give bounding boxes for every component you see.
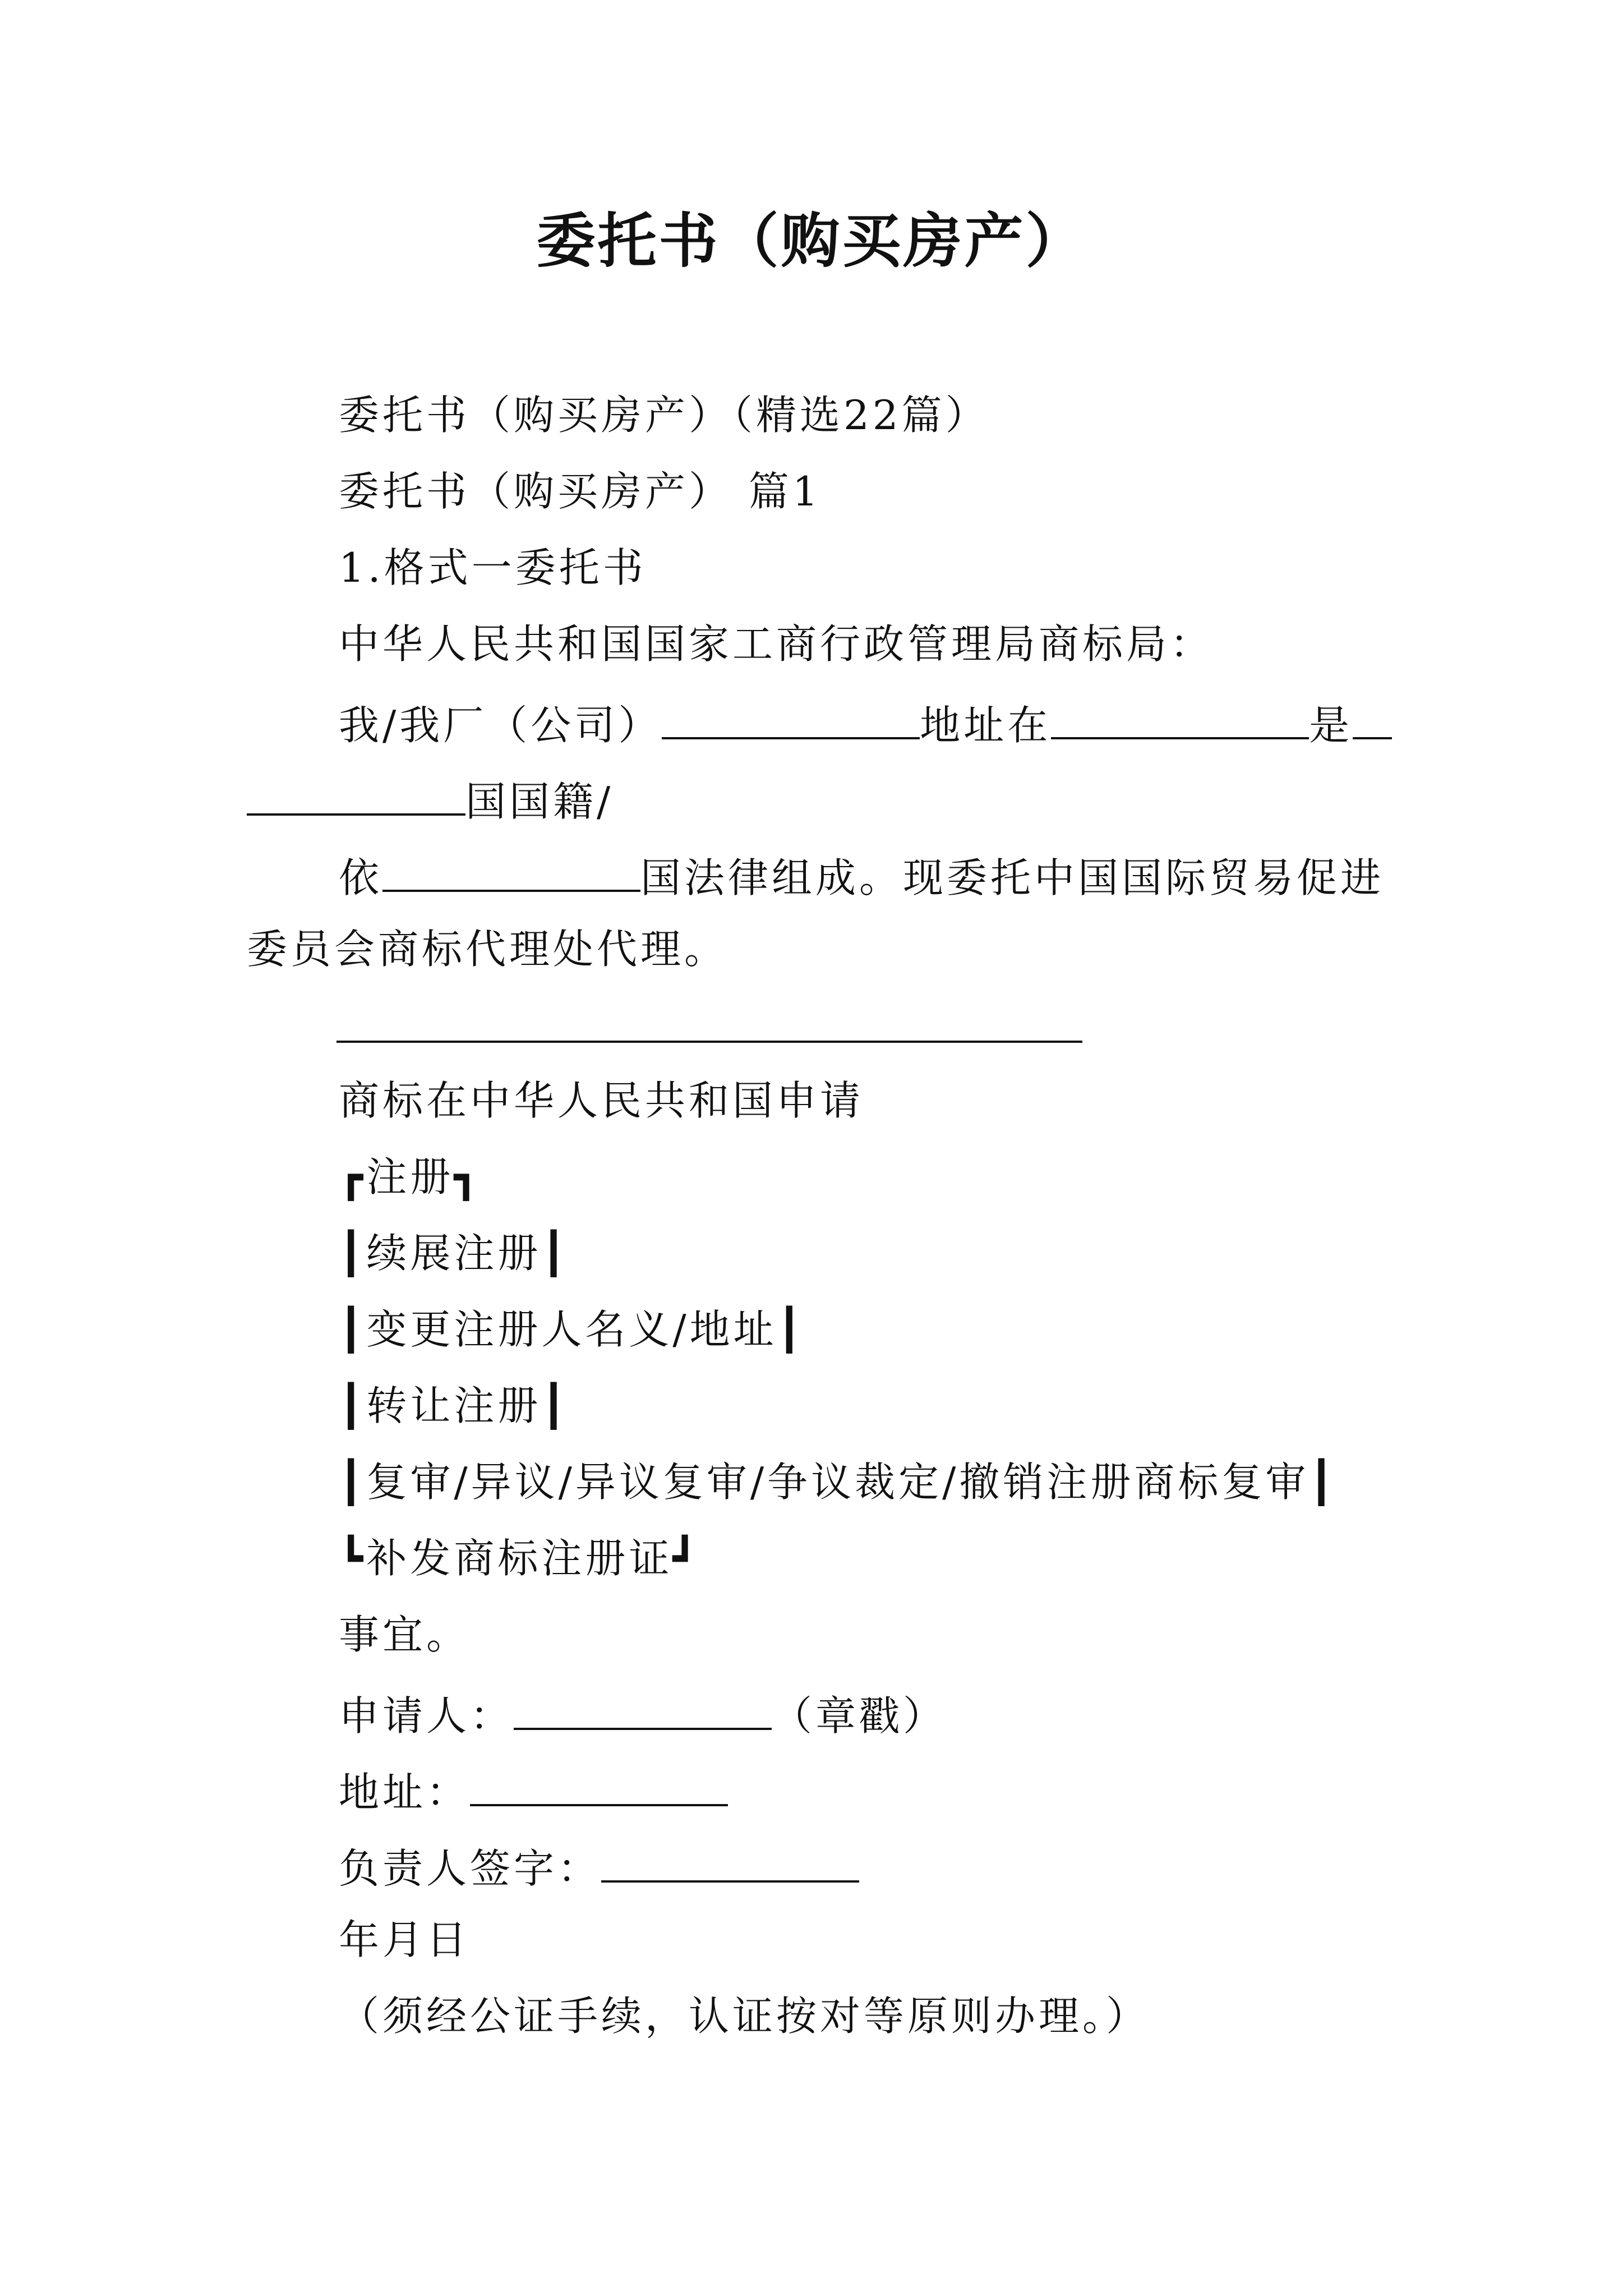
law-text: 国法律组成。现委托中国国际贸易促进: [640, 854, 1385, 901]
doc-line-company: [339, 692, 1392, 753]
doc-line-matters: 事宜。: [339, 1611, 471, 1658]
address-label: 地址在: [920, 702, 1052, 749]
law-prefix: 依: [339, 854, 383, 901]
doc-line-date: 年月日: [339, 1916, 471, 1963]
applicant-blank: [514, 1683, 772, 1730]
doc-line-agent: 委员会商标代理处代理。: [247, 926, 728, 973]
doc-line-signature: [339, 1835, 859, 1897]
nationality-label: 是: [1309, 702, 1353, 749]
doc-line-addressee: 中华人民共和国国家工商行政管理局商标局：: [339, 620, 1214, 668]
law-blank: [382, 845, 640, 892]
seal-label: （章戳）: [772, 1692, 947, 1740]
address-field-label: 地址：: [339, 1769, 471, 1816]
applicant-label: 申请人：: [339, 1692, 514, 1740]
doc-line-format-heading: 1.格式一委托书: [339, 544, 647, 591]
option-transfer: ┃转让注册┃: [339, 1382, 569, 1429]
doc-line-section-heading: 委托书（购买房产） 篇1: [339, 468, 822, 515]
nationality-blank-end: [247, 769, 465, 816]
option-registration: ┏注册┓: [339, 1153, 482, 1200]
document-title: 委托书（购买房产）: [536, 207, 1087, 275]
signature-blank: [601, 1835, 859, 1883]
nationality-suffix: 国国籍/: [465, 778, 614, 825]
nationality-blank-start: [1353, 692, 1392, 739]
doc-line-address: [339, 1759, 728, 1820]
doc-line-applicant: [339, 1683, 947, 1744]
company-label: 我/我厂（公司）: [339, 702, 662, 749]
doc-line-law: [339, 845, 1384, 906]
option-renewal: ┃续展注册┃: [339, 1230, 569, 1277]
address-blank: [1051, 692, 1309, 739]
address-field-blank: [470, 1759, 728, 1806]
doc-line-application: 商标在中华人民共和国申请: [339, 1077, 864, 1124]
option-change-name-address: ┃变更注册人名义/地址┃: [339, 1306, 805, 1353]
doc-line-notice: （须经公证手续，认证按对等原则办理。）: [339, 1993, 1150, 2040]
company-blank: [662, 692, 920, 739]
trademark-name-blank: [336, 1041, 1082, 1043]
signature-label: 负责人签字：: [339, 1845, 602, 1892]
option-review: ┃复审/异议/异议复审/争议裁定/撤销注册商标复审┃: [339, 1458, 1337, 1506]
option-reissue-certificate: ┗补发商标注册证┛: [339, 1535, 700, 1582]
doc-line-collection-title: 委托书（购买房产）（精选22篇）: [339, 392, 989, 439]
doc-line-nationality: [247, 769, 614, 830]
